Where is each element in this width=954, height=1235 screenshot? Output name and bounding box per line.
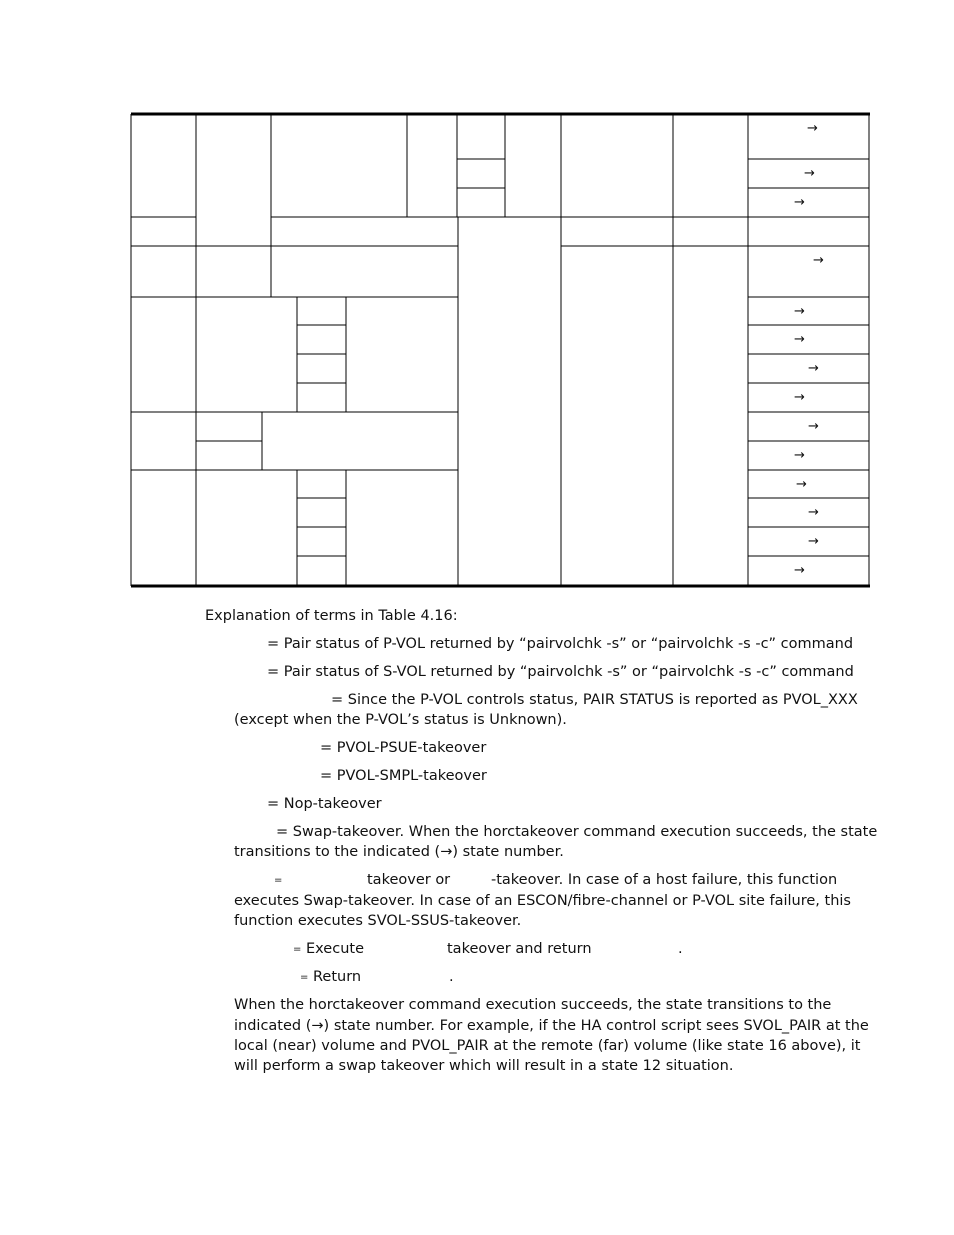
arrow-glyph: →: [440, 844, 453, 860]
term-execute: [293, 939, 364, 960]
term-either-part1: takeover or: [367, 872, 451, 888]
term-pair-status-cont: (except when the P-VOL’s status is Unknown).: [234, 712, 567, 728]
transition-arrow: →: [794, 390, 805, 405]
transition-arrow: →: [808, 505, 819, 520]
return-label: Return: [313, 969, 362, 985]
term-svol-status: = Pair status of S-VOL returned by “pairvolchk -s” or “pairvolchk -s -c” command: [267, 664, 854, 680]
closing-paragraph-line2: [234, 1016, 869, 1036]
closing-line2-b: ) state number. For example, if the HA control script sees SVOL_PAIR at the: [323, 1018, 869, 1034]
equals-marker: =: [293, 944, 302, 955]
equals-marker: =: [274, 875, 283, 886]
term-pvol-psue: = PVOL-PSUE-takeover: [320, 740, 487, 756]
term-return-end: .: [449, 969, 454, 985]
term-nop: = Nop-takeover: [267, 796, 382, 812]
term-swap-cont: [234, 842, 564, 862]
term-pvol-status: = Pair status of P-VOL returned by “pairvolchk -s” or “pairvolchk -s -c” command: [267, 636, 854, 652]
equals-marker: =: [300, 972, 309, 983]
term-either-part2: -takeover. In case of a host failure, this function: [491, 872, 838, 888]
term-execute-mid: takeover and return: [447, 941, 592, 957]
transition-arrow: →: [808, 419, 819, 434]
transition-arrow: →: [808, 534, 819, 549]
transition-arrow: →: [807, 121, 818, 136]
term-swap-cont-b: ) state number.: [452, 844, 564, 860]
term-either: [274, 870, 282, 891]
term-swap-cont-a: transitions to the indicated (: [234, 844, 441, 860]
arrow-glyph: →: [311, 1018, 324, 1034]
execute-label: Execute: [306, 941, 364, 957]
closing-paragraph-line3: local (near) volume and PVOL_PAIR at the remote (far) volume (like state 16 above), it: [234, 1038, 861, 1054]
transition-arrow: →: [794, 304, 805, 319]
closing-line2-a: indicated (: [234, 1018, 312, 1034]
transition-arrow: →: [794, 332, 805, 347]
explanation-heading: Explanation of terms in Table 4.16:: [205, 608, 458, 624]
term-either-line3: function executes SVOL-SSUS-takeover.: [234, 913, 522, 929]
transition-arrow: →: [804, 166, 815, 181]
term-pvol-smpl: = PVOL-SMPL-takeover: [320, 768, 487, 784]
term-pair-status: = Since the P-VOL controls status, PAIR STATUS is reported as PVOL_XXX: [331, 692, 858, 708]
term-execute-end: .: [678, 941, 683, 957]
transition-arrow: →: [794, 563, 805, 578]
term-either-line2: executes Swap-takeover. In case of an ESCON/fibre-channel or P-VOL site failure, this: [234, 893, 851, 909]
term-return: [300, 967, 361, 988]
transition-arrow: →: [794, 448, 805, 463]
closing-paragraph-line4: will perform a swap takeover which will result in a state 12 situation.: [234, 1058, 734, 1074]
transition-arrow: →: [796, 477, 807, 492]
transition-arrow: →: [808, 361, 819, 376]
transition-arrow: →: [813, 253, 824, 268]
term-swap: = Swap-takeover. When the horctakeover command execution succeeds, the state: [276, 824, 878, 840]
closing-paragraph-line1: When the horctakeover command execution succeeds, the state transitions to the: [234, 997, 832, 1013]
transition-arrow: →: [794, 195, 805, 210]
